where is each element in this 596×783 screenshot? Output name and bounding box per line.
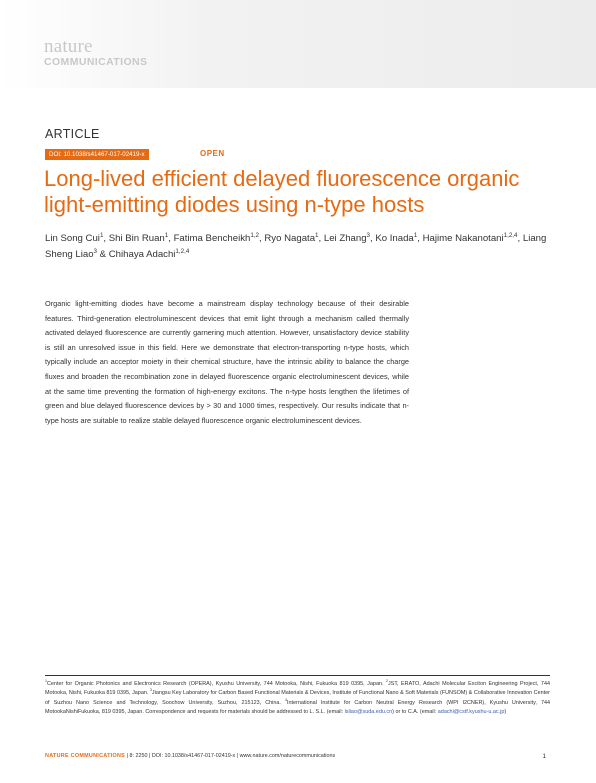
author-list: Lin Song Cui$^1$, Shi Bin Ruan$^1$, Fatima Bencheikh$^{1,2}$, Ryo Nagata$^1$, Lei Zhang$^3$, Ko Inada$^1$, Hajime Nakanotani$^{1,2,4}$, Liang Sheng Liao$^3$ & Chihaya Adachi$^{1,2,4}$ — [45, 231, 547, 260]
author-affiliation-number: 1 — [413, 231, 418, 239]
affiliation-text: Jiangsu Key Laboratory for Carbon Based Functional Materials & Devices, Institute of Functional Nano & Soft Materials (FUNSOM) & Collaborative Innovation Center of Suzhou Nano Science and Technology, Soochow University, Suzhou, 215123, China. — [45, 690, 550, 706]
article-title: Long-lived efficient delayed fluorescence organic light-emitting diodes using n-type hosts — [44, 166, 520, 217]
open-access-label: OPEN — [200, 149, 225, 158]
author-name: Lin Song Cui — [45, 233, 100, 244]
author-name: Fatima Bencheikh — [173, 233, 251, 244]
author-name: Ko Inada — [375, 233, 414, 244]
author-affiliation-number: 1,2 — [250, 231, 260, 239]
affiliation-number: 1 — [45, 679, 47, 684]
author-affiliation-number: 1 — [99, 231, 104, 239]
correspondence-text: Correspondence and requests for materials should be addressed to L. S.L. (email: — [145, 709, 344, 716]
affiliation-text: International Institute for Carbon Neutral Energy Research (WPI I2CNER), Kyushu University, 744 MotookaNishiFukuoka, 819 0395, Japan. — [45, 699, 551, 716]
email-link[interactable]: adachi@cstf.kyushu-u.ac.jp — [437, 709, 505, 716]
author-affiliation-number: 1,2,4 — [503, 231, 518, 239]
footer-doi[interactable]: | DOI: 10.1038/s41467-017-02419-x | www.nature.com/naturecommunications — [148, 753, 336, 759]
affiliation-number: 2 — [386, 679, 388, 684]
affiliation-text: JST, ERATO, Adachi Molecular Exciton Engineering Project, 744 Motooka, Nishi, Fukuoka 819 0395, Japan. — [45, 681, 550, 697]
affiliation-text: Center for Organic Photonics and Electronics Research (OPERA), Kyushu University, 744 Motooka, Nishi, Fukuoka 819 0395, Japan. — [46, 681, 384, 687]
page-number: 1 — [542, 753, 546, 760]
author-affiliation-number: 3 — [366, 231, 370, 239]
author-name: Lei Zhang — [323, 233, 367, 244]
author-name: Liang Sheng Liao — [45, 233, 547, 260]
footer-citation: | 8: 2250 — [126, 753, 148, 759]
page-footer — [45, 753, 550, 763]
author-name: Shi Bin Ruan — [108, 233, 165, 244]
affiliations-block — [45, 680, 550, 718]
email-link[interactable]: lsliao@suda.edu.cn — [344, 709, 393, 716]
logo-subtitle: COMMUNICATIONS — [44, 56, 148, 68]
footer-journal-name: NATURE COMMUNICATIONS — [45, 753, 126, 759]
abstract: Organic light-emitting diodes have become a mainstream display technology because of their desirable features. Third-generation electroluminescent devices that emit light through a mechanism called thermally activated delayed fluorescence are currently garnering much attention. However, unsatisfactory device stability is still an unresolved issue in this field. Here we demonstrate that electron-transporting n-type hosts, which typically include an acceptor moiety in their chemical structure, have the intrinsic ability to balance the charge fluxes and broaden the recombination zone in delayed fluorescence organic electroluminescent devices, while at the same time preventing the formation of high-energy excitons. The n-type hosts lengthen the lifetimes of green and blue delayed fluorescence devices by > 30 and 1000 times, respectively. Our results indicate that n-type hosts are suitable to realize stable delayed fluorescence organic electroluminescent devices. — [45, 299, 409, 425]
author-affiliation-number: 1 — [164, 231, 169, 239]
author-name: Ryo Nagata — [264, 233, 316, 244]
author-affiliation-number: 1,2,4 — [175, 247, 190, 255]
author-name: Chihaya Adachi — [108, 249, 176, 260]
affiliation-number: 3 — [149, 688, 152, 693]
author-affiliation-number: 1 — [315, 231, 319, 239]
affiliation-number: 4 — [284, 698, 287, 702]
author-name: Hajime Nakanotani — [422, 233, 504, 244]
affiliation-divider — [45, 675, 550, 676]
doi-badge[interactable]: DOI: 10.1038/s41467-017-02419-x — [45, 149, 149, 160]
article-type-label: ARTICLE — [45, 127, 100, 141]
correspondence-text: ) or to C.A. (email: — [392, 709, 437, 716]
correspondence-text: ) — [504, 709, 507, 716]
journal-logo[interactable] — [44, 38, 147, 68]
author-affiliation-number: 3 — [93, 247, 98, 255]
logo-word: nature — [44, 36, 93, 57]
